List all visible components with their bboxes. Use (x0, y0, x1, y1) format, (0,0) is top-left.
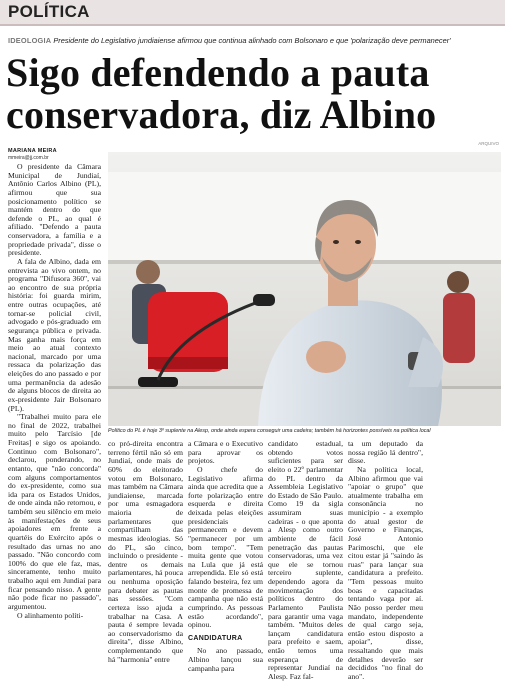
subheading-candidatura: CANDIDATURA (188, 634, 243, 642)
article-paragraph: O chefe do Legislativo afirma ainda que acredita que a forte polarização entre esquerda e direita deixada pelas eleições presidenciais permanecem e devem "permanecer por um bom tempo". "Tem muita gente que votou na Lula que já está arrependida. Ele só está falando besteira, fez um monte de promessa de campanha que não está cumprindo. As pessoas estão acordando", opinou. (188, 464, 263, 630)
article-paragraph: co pró-direita encontra terreno fértil não só em Jundiaí, onde mais de 60% do eleitorado votou em Bolsonaro, mas também na Câmara jundiaiense, marcada por uma esmagadora maioria de parlamentares que compartilham das mesmas ideologias. Só do PL, são cinco, incluindo o presidente - dentre os demais parlamentares, há pouca ou nenhuma oposição para debater as pautas nas sessões. "Com certeza isso ajuda a trabalhar na Casa. A pauta é sempre levada ao conservadorismo da direita", disse Albino, complementando que há "harmonia" entre (108, 439, 183, 664)
headline-line-1: Sigo defendendo a pauta (6, 50, 430, 95)
article-paragraph: O presidente da Câmara Municipal de Jundiaí, Antônio Carlos Albino (PL), afirmou que sua posicionamento político se mantém dentro do que defende o PL, ao qual é afiliado. "Defendo a pauta conservadora, a família e a propriedade privada", disse o presidente. (8, 162, 101, 258)
kicker-text: Presidente do Legislativo jundiaiense afirmou que continua alinhado com Bolsonaro e que 'polarização deve permanecer' (51, 36, 451, 45)
article-paragraph: No ano passado, Albino lançou sua campanha para (188, 646, 263, 673)
article-photo (108, 152, 501, 426)
photo-illustration (108, 152, 501, 426)
article-paragraph: Na política local, Albino afirmou que vai "apoiar o grupo" que atualmente trabalha em consonância no município - a exemplo do atual gestor de Governo e Finanças, José Antonio Parimoschi, que ele citou estar já "saindo às ruas" para lançar sua candidatura a prefeito. "Tem pessoas muito boas e capacitadas tentando vaga por aí. Não posso perder meu mandato, independente de qual cargo seja, então estou disposto a apoiar", disse, ressaltando que mais detalhes deverão ser decididos "no final do ano". (348, 464, 423, 681)
photo-caption: Político do PL é hoje 3º suplente na Alesp, onde ainda espera conseguir uma cadeira; também há horizontes possíveis na política local (108, 428, 431, 434)
article-column-3 (188, 439, 263, 673)
article-paragraph: ta um deputado da nossa região lá dentro", disse. (348, 439, 423, 466)
article-paragraph: "Trabalhei muito para ele no final de 2022, trabalhei muito pelo Tarcísio [de Freitas] e sigo os apoiando. Continuo com Bolsonaro", declarou, ponderando, no entanto, que "não concorda" com alguns comportamentos do ex-presidente, como sua ida para os Estados Unidos, de onde ainda não retornou, e também seu silêncio em meio às manifestações de seus apoiadores em frente a quartéis do Exército após o resultado das urnas no ano passado. "Não concordo com 100% do que ele faz, mas, sinceramente, tenho muito trabalho aqui em Jundiaí para ficar pensando nisso. A gente não pode ficar no passado", argumentou. (8, 412, 101, 611)
byline-author: MARIANA MEIRA (8, 148, 57, 154)
headline (6, 52, 502, 136)
article-paragraph: candidato estadual, obtendo votos suficientes para ser eleito o 22º parlamentar do PL dentro da Assembleia Legislativo do Estado de São Paulo. Como 19 da sigla assumiram suas cadeiras - o que aponta a Alesp como outro ambiente de fácil penetração das pautas conservadoras, uma vez que ele se tornou terceiro suplente, dependendo agora da movimentação dos políticos dentro do Parlamento Paulista para garantir uma vaga também. "Muitos deles lançam candidatura para prefeito e saem, então temos uma esperança de representar Jundiaí na Alesp. Faz fal- (268, 439, 343, 681)
article-column-5 (348, 439, 423, 681)
kicker-tag: IDEOLOGIA (8, 36, 52, 45)
article-paragraph: a Câmara e o Executivo para aprovar os projetos. (188, 439, 263, 466)
article-paragraph: O alinhamento políti- (17, 610, 84, 620)
byline-email: mmeira@jj.com.br (8, 155, 49, 161)
headline-line-2: conservadora, diz Albino (6, 92, 437, 137)
article-column-2 (108, 440, 183, 662)
article-column-1 (8, 163, 101, 660)
section-divider (0, 24, 505, 26)
photo-credit: ARQUIVO (478, 141, 499, 146)
article-column-4 (268, 439, 343, 681)
article-paragraph: A fala de Albino, dada em entrevista ao vivo ontem, no programa "Difusora 360", vai ao encontro de sua própria história: foi guarda mirim, entre outras ocupações, até tornar-se policial civil, advogado e pós-graduado em segurança pública e privada. Mas ganha mais força em meio ao atual contexto nacional, marcado por uma ressaca da polarização das eleições do ano passado e por uma permanência da adesão de alguns blocos de direita ao ex-presidente Jair Bolsonaro (PL). (8, 256, 101, 413)
section-title: POLÍTICA (8, 2, 90, 21)
kicker-line (8, 36, 500, 45)
